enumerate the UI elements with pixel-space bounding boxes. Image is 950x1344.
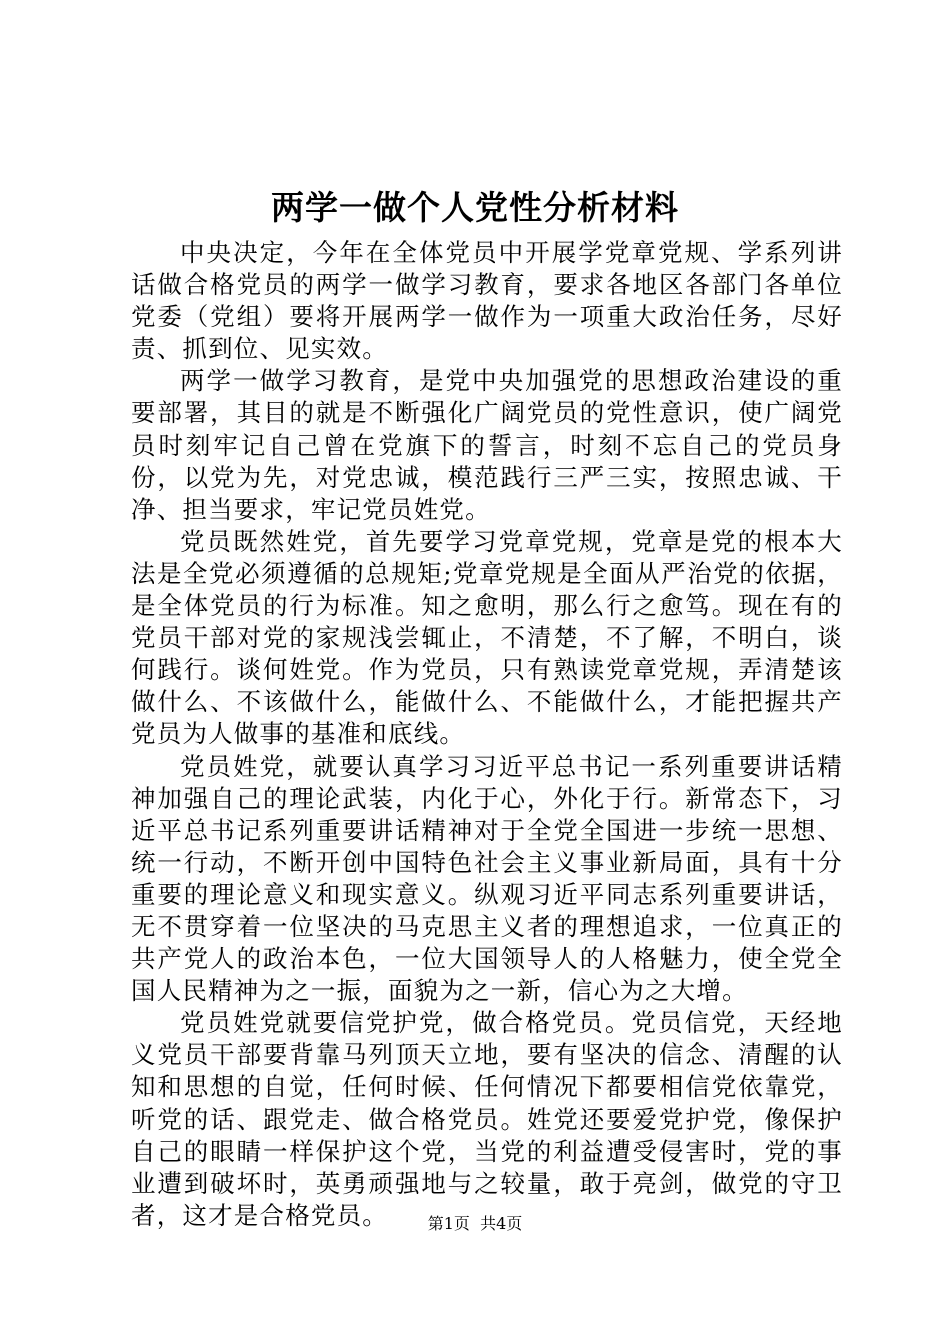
paragraph-5: 党员姓党就要信党护党，做合格党员。党员信党，天经地义党员干部要背靠马列顶天立地，要有坚决的信念、清醒的认知和思想的自觉，任何时候、任何情况下都要相信党依靠党，听党的话、跟党走、做合格党员。姓党还要爱党护党，像保护自己的眼睛一样保护这个党，当党的利益遭受侵害时，党的事业遭到破坏时，英勇顽强地与之较量，敢于亮剑，做党的守卫者，这才是合格党员。 [131, 1008, 843, 1230]
document-body [131, 237, 843, 1232]
paragraph-2: 两学一做学习教育，是党中央加强党的思想政治建设的重要部署，其目的就是不断强化广阔党员的党性意识，使广阔党员时刻牢记自己曾在党旗下的誓言，时刻不忘自己的党员身份，以党为先，对党忠诚，模范践行三严三实，按照忠诚、干净、担当要求，牢记党员姓党。 [131, 366, 843, 524]
paragraph-4: 党员姓党，就要认真学习习近平总书记一系列重要讲话精神加强自己的理论武装，内化于心，外化于行。新常态下，习近平总书记系列重要讲话精神对于全党全国进一步统一思想、统一行动，不断开创中国特色社会主义事业新局面，具有十分重要的理论意义和现实意义。纵观习近平同志系列重要讲话，无不贯穿着一位坚决的马克思主义者的理想追求，一位真正的共产党人的政治本色，一位大国领导人的人格魅力，使全党全国人民精神为之一振，面貌为之一新，信心为之大增。 [131, 751, 843, 1006]
document-title: 两学一做个人党性分析材料 [271, 188, 679, 227]
paragraph-3: 党员既然姓党，首先要学习党章党规，党章是党的根本大法是全党必须遵循的总规矩;党章党规是全面从严治党的依据，是全体党员的行为标准。知之愈明，那么行之愈笃。现在有的党员干部对党的家规浅尝辄止，不清楚，不了解，不明白，谈何践行。谈何姓党。作为党员，只有熟读党章党规，弄清楚该做什么、不该做什么，能做什么、不能做什么，才能把握共产党员为人做事的基准和底线。 [131, 526, 843, 749]
page-footer: 第1页 共4页 [427, 1214, 523, 1233]
paragraph-1: 中央决定，今年在全体党员中开展学党章党规、学系列讲话做合格党员的两学一做学习教育，要求各地区各部门各单位党委（党组）要将开展两学一做作为一项重大政治任务，尽好责、抓到位、见实效。 [131, 238, 843, 364]
